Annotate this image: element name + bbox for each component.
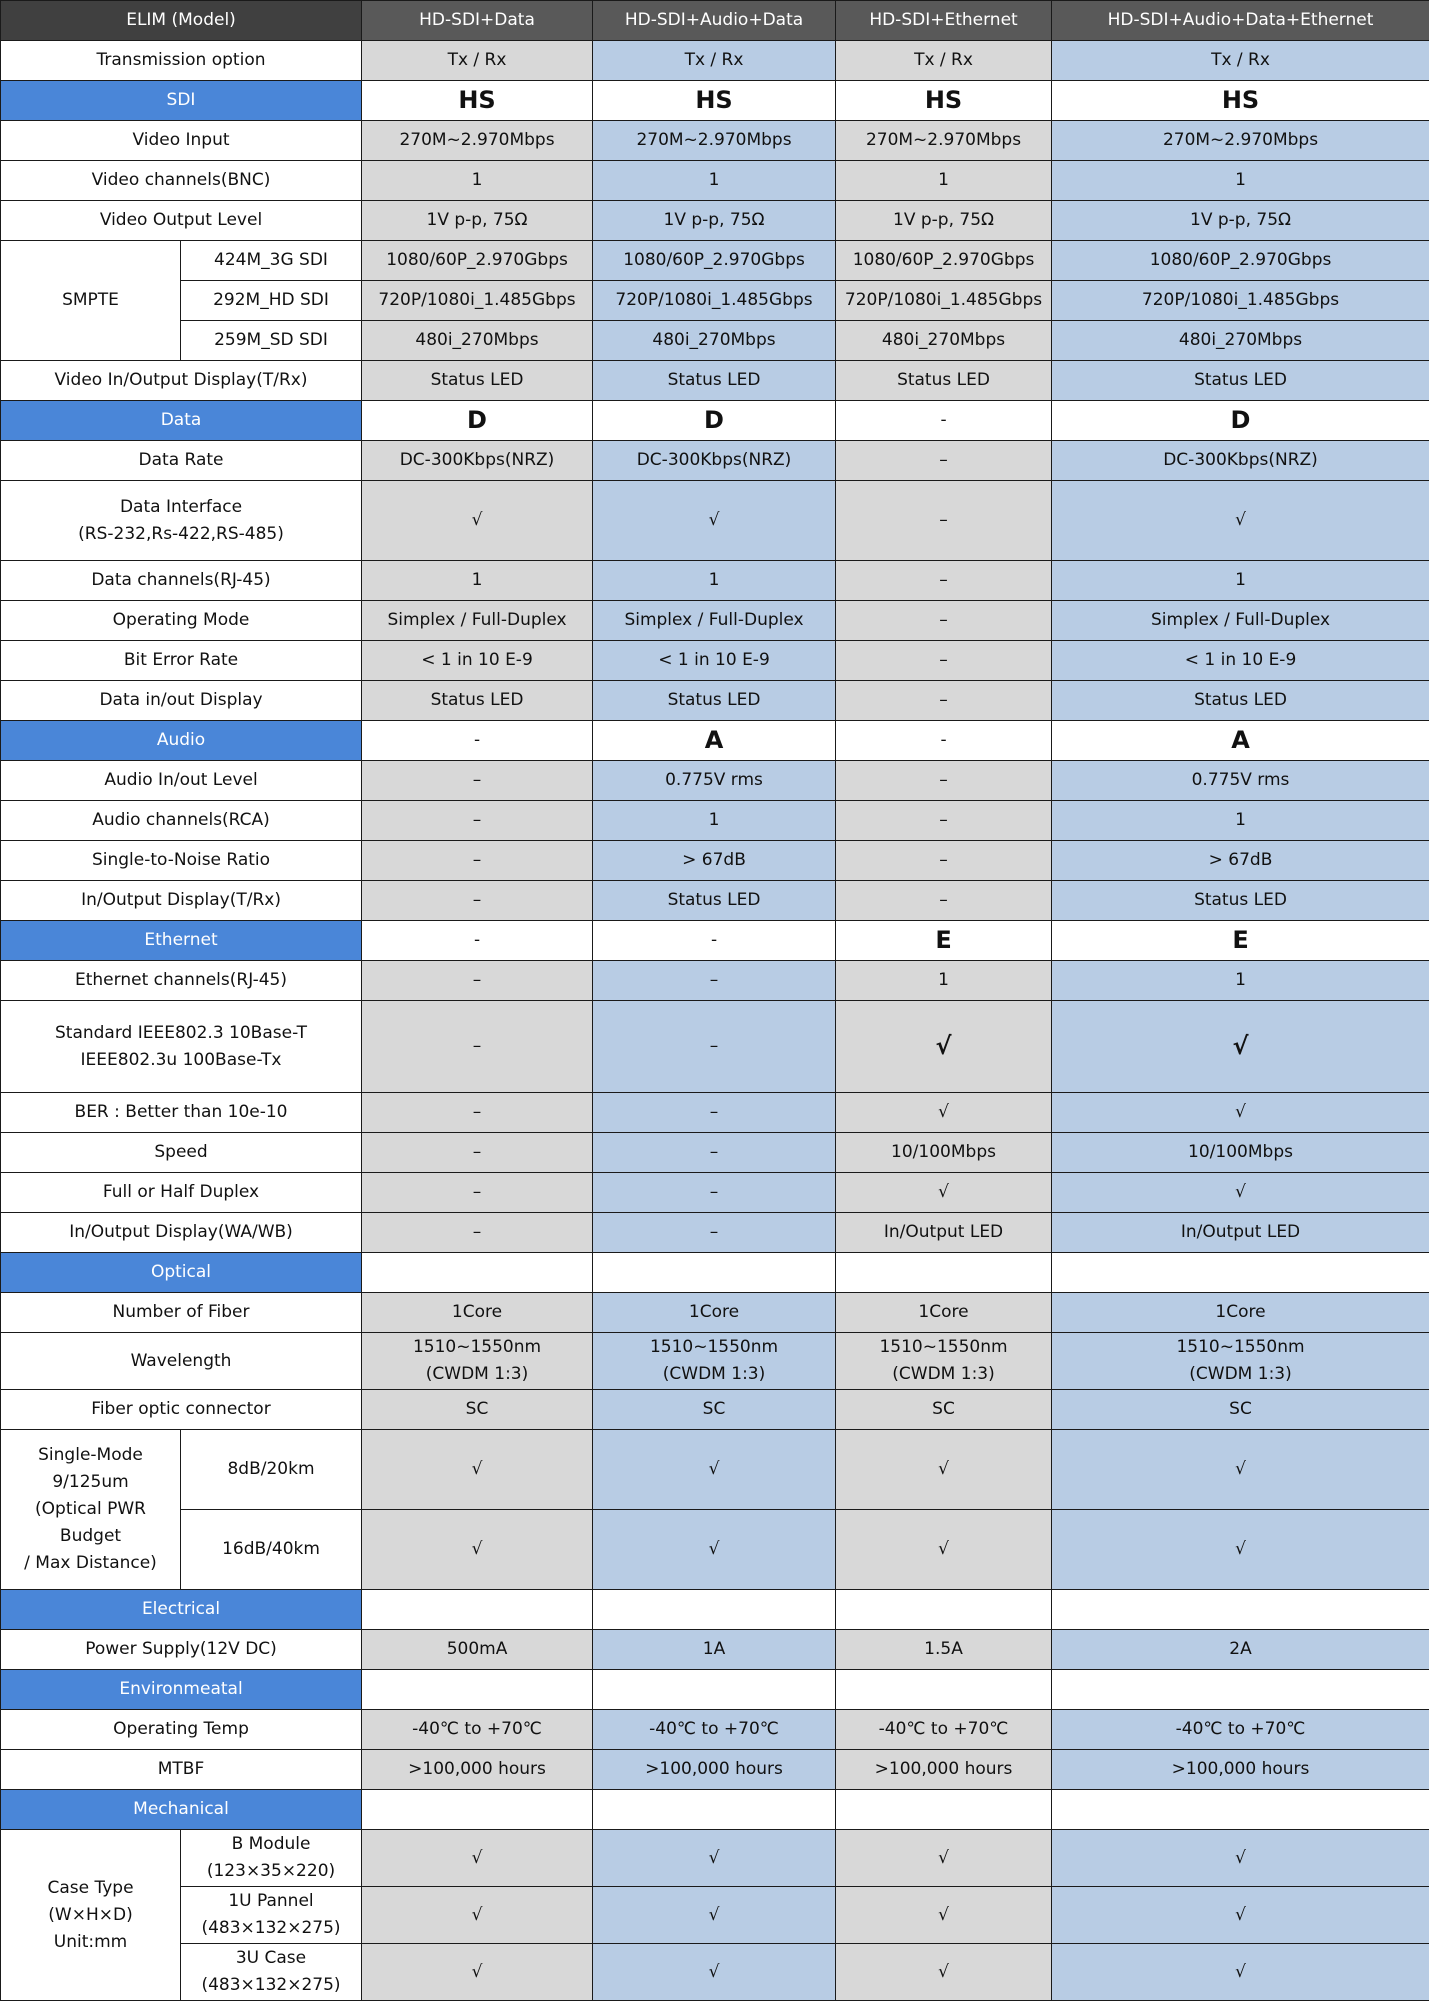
value-cell (362, 1790, 593, 1830)
row-label-cell: Wavelength (1, 1333, 362, 1390)
value-cell: – (836, 881, 1052, 921)
value-cell: 480i_270Mbps (593, 321, 836, 361)
value-cell: √ (1052, 1510, 1429, 1590)
value-cell: √ (836, 1001, 1052, 1093)
table-row (1, 961, 1429, 1001)
section-label-cell: Electrical (1, 1590, 362, 1630)
value-cell: In/Output LED (1052, 1213, 1429, 1253)
value-cell: E (1052, 921, 1429, 961)
value-cell: √ (836, 1173, 1052, 1213)
row-label-cell: Data Rate (1, 441, 362, 481)
value-cell: Status LED (1052, 361, 1429, 401)
value-cell: 1Core (362, 1293, 593, 1333)
table-row (1, 1173, 1429, 1213)
group-label-cell: SMPTE (1, 241, 181, 361)
section-row (1, 401, 1429, 441)
value-cell: √ (1052, 1887, 1429, 1944)
value-cell (1052, 1590, 1429, 1630)
value-cell: HS (836, 81, 1052, 121)
model-header-label: ELIM (Model) (1, 1, 362, 41)
value-cell: DC-300Kbps(NRZ) (362, 441, 593, 481)
value-cell: D (593, 401, 836, 441)
value-cell: 1080/60P_2.970Gbps (362, 241, 593, 281)
value-cell: – (593, 1213, 836, 1253)
value-cell: A (1052, 721, 1429, 761)
value-cell: √ (836, 1944, 1052, 2001)
value-cell: – (836, 681, 1052, 721)
value-cell: Simplex / Full-Duplex (1052, 601, 1429, 641)
table-row (1, 1710, 1429, 1750)
value-cell: √ (1052, 1944, 1429, 2001)
table-row (1, 1830, 1429, 1887)
value-cell: -40℃ to +70℃ (836, 1710, 1052, 1750)
value-cell: – (836, 641, 1052, 681)
value-cell: 1 (593, 801, 836, 841)
value-cell: 500mA (362, 1630, 593, 1670)
value-cell: SC (1052, 1390, 1429, 1430)
sub-label-cell: 16dB/40km (181, 1510, 362, 1590)
value-cell (362, 1670, 593, 1710)
model-header-2: HD-SDI+Audio+Data (593, 1, 836, 41)
row-label-cell: Video In/Output Display(T/Rx) (1, 361, 362, 401)
value-cell: SC (593, 1390, 836, 1430)
value-cell (1052, 1670, 1429, 1710)
value-cell: – (836, 601, 1052, 641)
table-row (1, 841, 1429, 881)
value-cell: HS (593, 81, 836, 121)
value-cell: Status LED (593, 881, 836, 921)
value-cell: – (836, 441, 1052, 481)
value-cell: -40℃ to +70℃ (362, 1710, 593, 1750)
table-row (1, 1333, 1429, 1390)
row-label-cell: Single-to-Noise Ratio (1, 841, 362, 881)
value-cell: 720P/1080i_1.485Gbps (593, 281, 836, 321)
row-label-cell: Standard IEEE802.3 10Base-T IEEE802.3u 100Base-Tx (1, 1001, 362, 1093)
value-cell: √ (362, 1510, 593, 1590)
value-cell: 720P/1080i_1.485Gbps (836, 281, 1052, 321)
row-label-cell: BER : Better than 10e-10 (1, 1093, 362, 1133)
value-cell (593, 1790, 836, 1830)
table-row (1, 761, 1429, 801)
section-row (1, 81, 1429, 121)
value-cell: – (836, 761, 1052, 801)
row-label-cell: Transmission option (1, 41, 362, 81)
value-cell: 1 (1052, 561, 1429, 601)
value-cell: 270M~2.970Mbps (1052, 121, 1429, 161)
value-cell: Status LED (362, 361, 593, 401)
value-cell: – (593, 1093, 836, 1133)
table-row (1, 121, 1429, 161)
table-row (1, 1213, 1429, 1253)
value-cell: √ (1052, 1173, 1429, 1213)
value-cell: 1V p-p, 75Ω (362, 201, 593, 241)
table-row (1, 1750, 1429, 1790)
value-cell: < 1 in 10 E-9 (362, 641, 593, 681)
group-label-cell: Case Type (W×H×D) Unit:mm (1, 1830, 181, 2001)
value-cell: SC (362, 1390, 593, 1430)
table-row (1, 801, 1429, 841)
value-cell: 2A (1052, 1630, 1429, 1670)
section-row (1, 1790, 1429, 1830)
table-row (1, 1001, 1429, 1093)
table-row (1, 881, 1429, 921)
value-cell (836, 1253, 1052, 1293)
row-label-cell: Data Interface (RS-232,Rs-422,RS-485) (1, 481, 362, 561)
row-label-cell: Operating Temp (1, 1710, 362, 1750)
section-label-cell: Mechanical (1, 1790, 362, 1830)
value-cell: √ (593, 1944, 836, 2001)
table-row (1, 641, 1429, 681)
value-cell: 480i_270Mbps (1052, 321, 1429, 361)
value-cell: √ (593, 1830, 836, 1887)
row-label-cell: Fiber optic connector (1, 1390, 362, 1430)
value-cell: 1510~1550nm (CWDM 1:3) (836, 1333, 1052, 1390)
value-cell: Tx / Rx (593, 41, 836, 81)
table-row (1, 1887, 1429, 1944)
value-cell: √ (593, 1510, 836, 1590)
value-cell: 1A (593, 1630, 836, 1670)
value-cell: Simplex / Full-Duplex (593, 601, 836, 641)
value-cell: - (362, 921, 593, 961)
value-cell: 1510~1550nm (CWDM 1:3) (1052, 1333, 1429, 1390)
value-cell: DC-300Kbps(NRZ) (1052, 441, 1429, 481)
model-header-4: HD-SDI+Audio+Data+Ethernet (1052, 1, 1429, 41)
value-cell: D (362, 401, 593, 441)
value-cell: 1 (836, 961, 1052, 1001)
value-cell: 1 (836, 161, 1052, 201)
value-cell: Tx / Rx (362, 41, 593, 81)
table-row (1, 281, 1429, 321)
value-cell: – (593, 961, 836, 1001)
row-label-cell: Power Supply(12V DC) (1, 1630, 362, 1670)
row-label-cell: Ethernet channels(RJ-45) (1, 961, 362, 1001)
table-row (1, 441, 1429, 481)
value-cell: 1Core (1052, 1293, 1429, 1333)
value-cell: 1510~1550nm (CWDM 1:3) (362, 1333, 593, 1390)
model-header-3: HD-SDI+Ethernet (836, 1, 1052, 41)
row-label-cell: Bit Error Rate (1, 641, 362, 681)
value-cell (1052, 1790, 1429, 1830)
sub-label-cell: 1U Pannel (483×132×275) (181, 1887, 362, 1944)
value-cell: In/Output LED (836, 1213, 1052, 1253)
row-label-cell: Data in/out Display (1, 681, 362, 721)
value-cell: 1 (362, 161, 593, 201)
section-row (1, 921, 1429, 961)
value-cell (362, 1253, 593, 1293)
value-cell: DC-300Kbps(NRZ) (593, 441, 836, 481)
table-row (1, 41, 1429, 81)
value-cell: 0.775V rms (593, 761, 836, 801)
value-cell: > 67dB (593, 841, 836, 881)
value-cell: HS (1052, 81, 1429, 121)
value-cell: – (593, 1001, 836, 1093)
table-row (1, 561, 1429, 601)
value-cell: √ (1052, 1430, 1429, 1510)
model-header-1: HD-SDI+Data (362, 1, 593, 41)
value-cell: √ (593, 1430, 836, 1510)
table-row (1, 161, 1429, 201)
table-row (1, 1093, 1429, 1133)
value-cell: – (362, 1133, 593, 1173)
value-cell: – (362, 801, 593, 841)
value-cell: 0.775V rms (1052, 761, 1429, 801)
row-label-cell: Number of Fiber (1, 1293, 362, 1333)
section-row (1, 1253, 1429, 1293)
value-cell: – (362, 1173, 593, 1213)
value-cell: √ (362, 1944, 593, 2001)
value-cell (1052, 1253, 1429, 1293)
table-row (1, 321, 1429, 361)
table-row (1, 201, 1429, 241)
value-cell: √ (836, 1093, 1052, 1133)
value-cell: √ (836, 1830, 1052, 1887)
value-cell: √ (836, 1510, 1052, 1590)
value-cell: 270M~2.970Mbps (593, 121, 836, 161)
value-cell: √ (362, 1887, 593, 1944)
value-cell: 1V p-p, 75Ω (593, 201, 836, 241)
value-cell: >100,000 hours (836, 1750, 1052, 1790)
value-cell: 1 (1052, 801, 1429, 841)
spec-body (1, 41, 1429, 2001)
value-cell (593, 1590, 836, 1630)
section-label-cell: SDI (1, 81, 362, 121)
value-cell (362, 1590, 593, 1630)
row-label-cell: Audio channels(RCA) (1, 801, 362, 841)
value-cell: Status LED (1052, 681, 1429, 721)
value-cell: Status LED (593, 361, 836, 401)
value-cell: – (362, 761, 593, 801)
value-cell (593, 1670, 836, 1710)
table-row (1, 601, 1429, 641)
row-label-cell: Video channels(BNC) (1, 161, 362, 201)
section-row (1, 1670, 1429, 1710)
value-cell: – (593, 1133, 836, 1173)
value-cell: – (593, 1173, 836, 1213)
table-row (1, 1133, 1429, 1173)
table-row (1, 1390, 1429, 1430)
value-cell: √ (836, 1887, 1052, 1944)
value-cell: 720P/1080i_1.485Gbps (1052, 281, 1429, 321)
table-row (1, 1293, 1429, 1333)
section-label-cell: Ethernet (1, 921, 362, 961)
value-cell (836, 1670, 1052, 1710)
row-label-cell: Data channels(RJ-45) (1, 561, 362, 601)
value-cell: Status LED (1052, 881, 1429, 921)
value-cell: 480i_270Mbps (362, 321, 593, 361)
value-cell: Status LED (362, 681, 593, 721)
value-cell: 1 (1052, 161, 1429, 201)
table-row (1, 1430, 1429, 1510)
row-label-cell: Audio In/out Level (1, 761, 362, 801)
value-cell: 1 (593, 161, 836, 201)
value-cell: √ (1052, 1830, 1429, 1887)
value-cell: 1 (593, 561, 836, 601)
row-label-cell: Video Output Level (1, 201, 362, 241)
value-cell: - (836, 401, 1052, 441)
value-cell: 1V p-p, 75Ω (1052, 201, 1429, 241)
row-label-cell: In/Output Display(T/Rx) (1, 881, 362, 921)
value-cell: √ (1052, 1001, 1429, 1093)
value-cell: 480i_270Mbps (836, 321, 1052, 361)
value-cell: Status LED (593, 681, 836, 721)
value-cell: A (593, 721, 836, 761)
section-label-cell: Optical (1, 1253, 362, 1293)
value-cell: – (362, 841, 593, 881)
value-cell: – (362, 1001, 593, 1093)
value-cell: 720P/1080i_1.485Gbps (362, 281, 593, 321)
value-cell: 1 (1052, 961, 1429, 1001)
value-cell: √ (593, 1887, 836, 1944)
sub-label-cell: B Module (123×35×220) (181, 1830, 362, 1887)
sub-label-cell: 3U Case (483×132×275) (181, 1944, 362, 2001)
value-cell: 270M~2.970Mbps (362, 121, 593, 161)
table-row (1, 1944, 1429, 2001)
value-cell: < 1 in 10 E-9 (593, 641, 836, 681)
value-cell: > 67dB (1052, 841, 1429, 881)
value-cell: Simplex / Full-Duplex (362, 601, 593, 641)
value-cell (593, 1253, 836, 1293)
table-row (1, 1630, 1429, 1670)
value-cell: √ (593, 481, 836, 561)
section-row (1, 1590, 1429, 1630)
value-cell: - (362, 721, 593, 761)
value-cell: √ (362, 1430, 593, 1510)
value-cell: 1 (362, 561, 593, 601)
value-cell: 1080/60P_2.970Gbps (593, 241, 836, 281)
sub-label-cell: 424M_3G SDI (181, 241, 362, 281)
value-cell: – (836, 481, 1052, 561)
section-label-cell: Audio (1, 721, 362, 761)
value-cell: 1080/60P_2.970Gbps (1052, 241, 1429, 281)
table-row (1, 481, 1429, 561)
value-cell: – (362, 961, 593, 1001)
section-label-cell: Data (1, 401, 362, 441)
value-cell: Status LED (836, 361, 1052, 401)
value-cell: – (362, 881, 593, 921)
section-label-cell: Environmeatal (1, 1670, 362, 1710)
value-cell: – (362, 1093, 593, 1133)
value-cell: 1.5A (836, 1630, 1052, 1670)
value-cell: √ (362, 481, 593, 561)
value-cell: >100,000 hours (362, 1750, 593, 1790)
table-row (1, 681, 1429, 721)
value-cell: 1V p-p, 75Ω (836, 201, 1052, 241)
value-cell: √ (1052, 1093, 1429, 1133)
value-cell: < 1 in 10 E-9 (1052, 641, 1429, 681)
value-cell: √ (362, 1830, 593, 1887)
row-label-cell: Speed (1, 1133, 362, 1173)
row-label-cell: Operating Mode (1, 601, 362, 641)
value-cell: HS (362, 81, 593, 121)
value-cell: – (362, 1213, 593, 1253)
value-cell (836, 1590, 1052, 1630)
row-label-cell: In/Output Display(WA/WB) (1, 1213, 362, 1253)
group-label-cell: Single-Mode 9/125um (Optical PWR Budget / Max Distance) (1, 1430, 181, 1590)
value-cell: - (836, 721, 1052, 761)
value-cell: √ (836, 1430, 1052, 1510)
value-cell: Tx / Rx (836, 41, 1052, 81)
section-row (1, 721, 1429, 761)
table-row (1, 361, 1429, 401)
value-cell: – (836, 841, 1052, 881)
sub-label-cell: 292M_HD SDI (181, 281, 362, 321)
value-cell: D (1052, 401, 1429, 441)
value-cell: 10/100Mbps (1052, 1133, 1429, 1173)
value-cell: √ (1052, 481, 1429, 561)
value-cell: SC (836, 1390, 1052, 1430)
header-row (1, 1, 1429, 41)
value-cell: 270M~2.970Mbps (836, 121, 1052, 161)
value-cell: 10/100Mbps (836, 1133, 1052, 1173)
table-row (1, 241, 1429, 281)
value-cell: -40℃ to +70℃ (593, 1710, 836, 1750)
value-cell: 1080/60P_2.970Gbps (836, 241, 1052, 281)
value-cell: 1Core (836, 1293, 1052, 1333)
row-label-cell: Video Input (1, 121, 362, 161)
value-cell (836, 1790, 1052, 1830)
value-cell: 1510~1550nm (CWDM 1:3) (593, 1333, 836, 1390)
row-label-cell: Full or Half Duplex (1, 1173, 362, 1213)
value-cell: >100,000 hours (593, 1750, 836, 1790)
sub-label-cell: 259M_SD SDI (181, 321, 362, 361)
table-row (1, 1510, 1429, 1590)
value-cell: E (836, 921, 1052, 961)
value-cell: – (836, 801, 1052, 841)
value-cell: - (593, 921, 836, 961)
value-cell: Tx / Rx (1052, 41, 1429, 81)
value-cell: -40℃ to +70℃ (1052, 1710, 1429, 1750)
value-cell: – (836, 561, 1052, 601)
sub-label-cell: 8dB/20km (181, 1430, 362, 1510)
value-cell: 1Core (593, 1293, 836, 1333)
row-label-cell: MTBF (1, 1750, 362, 1790)
value-cell: >100,000 hours (1052, 1750, 1429, 1790)
